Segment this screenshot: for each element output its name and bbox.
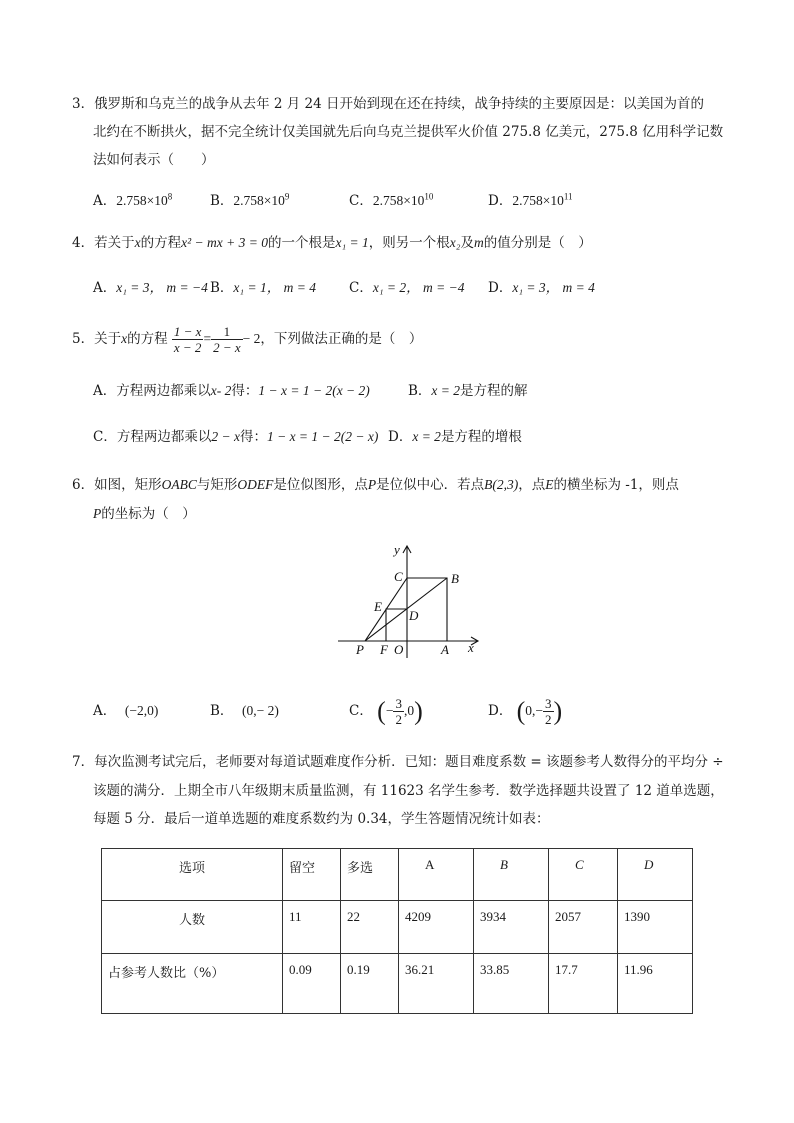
q3-option-a: A．$2.758\times 10^8$ <box>93 191 173 209</box>
label-a: A <box>441 642 449 657</box>
q6-d-fraction: $\frac{3}{2}$ <box>545 696 552 727</box>
label-o: O <box>394 642 404 657</box>
q4-stem: 4．若关于x的方程x² − mx + 3 = 0的一个根是x₁ = 1，则另一个根x₂及m的值分别是（ ） <box>72 235 592 251</box>
q7-line3: 每题 5 分．最后一道单选题的难度系数约为 0.34，学生答题情况统计如表： <box>93 811 550 827</box>
label-d: D <box>409 608 419 623</box>
label-e: E <box>374 599 382 614</box>
table-cell: 1390 <box>618 901 693 954</box>
table-row <box>102 901 693 954</box>
table-header-row <box>102 849 693 901</box>
label-y: y <box>394 542 400 557</box>
q4-option-b: B．x₁ = 1， m = 4 <box>210 280 316 296</box>
q5-option-d: D．x = 2是方程的增根 <box>388 429 522 445</box>
q3-option-c: C．$2.758\times 10^{10}$ <box>349 191 434 209</box>
header-cell: C <box>549 849 618 901</box>
q4-option-c: C．x₁ = 2， m = −4 <box>349 280 465 296</box>
table-cell: 4209 <box>399 901 474 954</box>
q7-line2: 该题的满分．上期全市八年级期末质量监测，有 11623 名学生参考．数学选择题共设置了 12 道单选题， <box>93 783 724 799</box>
table-cell: 33.85 <box>474 954 549 1014</box>
q7-statistics-table <box>101 848 693 1014</box>
label-c: C <box>394 569 403 584</box>
label-x: x <box>468 640 474 655</box>
q5-rhs-fraction: $\frac{1}{2 - x}$ <box>213 324 241 355</box>
q6-c-fraction: $\frac{3}{2}$ <box>395 696 402 727</box>
q6-figure <box>330 538 490 663</box>
q7-line1: 7．每次监测考试完后，老师要对每道试题难度作分析．已知：题目难度系数 = 该题参考人数得分的平均分 ÷ <box>72 754 724 770</box>
table-cell: 22 <box>341 901 399 954</box>
q3-option-d: D．$2.758\times 10^{11}$ <box>488 191 573 209</box>
q6-option-a: A． (−2,0) <box>93 703 159 719</box>
header-cell: 多选 <box>341 849 399 901</box>
table-cell: 11 <box>283 901 341 954</box>
q6-option-b: B． (0,− 2) <box>210 703 279 719</box>
q5-stem: 5．关于x的方程 $\frac{1 - x}{x - 2}$ = $\frac{1}{2 - x}$ − 2，下列做法正确的是（ ） <box>72 324 423 355</box>
q5-option-c: C．方程两边都乘以2 − x得：1 − x = 1 − 2(2 − x) <box>93 429 379 445</box>
table-row <box>102 954 693 1014</box>
header-cell: D <box>618 849 693 901</box>
table-cell: 人数 <box>102 901 283 954</box>
table-cell: 0.09 <box>283 954 341 1014</box>
table-cell: 0.19 <box>341 954 399 1014</box>
q6-line2: P的坐标为（ ） <box>93 506 196 522</box>
table-cell: 36.21 <box>399 954 474 1014</box>
q4-option-a: A．x₁ = 3， m = −4 <box>93 280 208 296</box>
q3-option-b: B．$2.758\times 10^9$ <box>210 191 290 209</box>
header-cell: 选项 <box>102 849 283 901</box>
q5-option-b: B．x = 2是方程的解 <box>408 383 528 399</box>
q6-option-d: D． (0,− $\frac{3}{2}$ ) <box>488 696 563 727</box>
q3-line2: 北约在不断拱火，据不完全统计仅美国就先后向乌克兰提供军火价值 275.8 亿美元，275.8 亿用科学记数 <box>93 124 724 140</box>
q6-line1: 6．如图，矩形OABC与矩形ODEF是位似图形，点P是位似中心．若点B(2,3)，点E的横坐标为 -1，则点 <box>72 477 679 493</box>
rect-odef <box>386 609 407 641</box>
table-cell: 3934 <box>474 901 549 954</box>
header-cell: B <box>474 849 549 901</box>
q3-line3: 法如何表示（ ） <box>93 152 215 168</box>
q4-option-d: D．x₁ = 3， m = 4 <box>488 280 595 296</box>
label-p: P <box>356 642 364 657</box>
table-cell: 2057 <box>549 901 618 954</box>
label-b: B <box>451 571 459 586</box>
q5-lhs-fraction: $\frac{1 - x}{x - 2}$ <box>173 324 202 355</box>
table-cell: 占参考人数比（%） <box>102 954 283 1014</box>
q6-option-c: C． (− $\frac{3}{2}$ ,0) <box>349 696 423 727</box>
label-f: F <box>380 642 388 657</box>
table-cell: 11.96 <box>618 954 693 1014</box>
q3-line1: 3．俄罗斯和乌克兰的战争从去年 2 月 24 日开始到现在还在持续，战争持续的主要原因是：以美国为首的 <box>72 96 705 112</box>
table-cell: 17.7 <box>549 954 618 1014</box>
header-cell: A <box>399 849 474 901</box>
header-cell: 留空 <box>283 849 341 901</box>
q5-option-a: A．方程两边都乘以x- 2得：1 − x = 1 − 2(x − 2) <box>93 383 370 399</box>
